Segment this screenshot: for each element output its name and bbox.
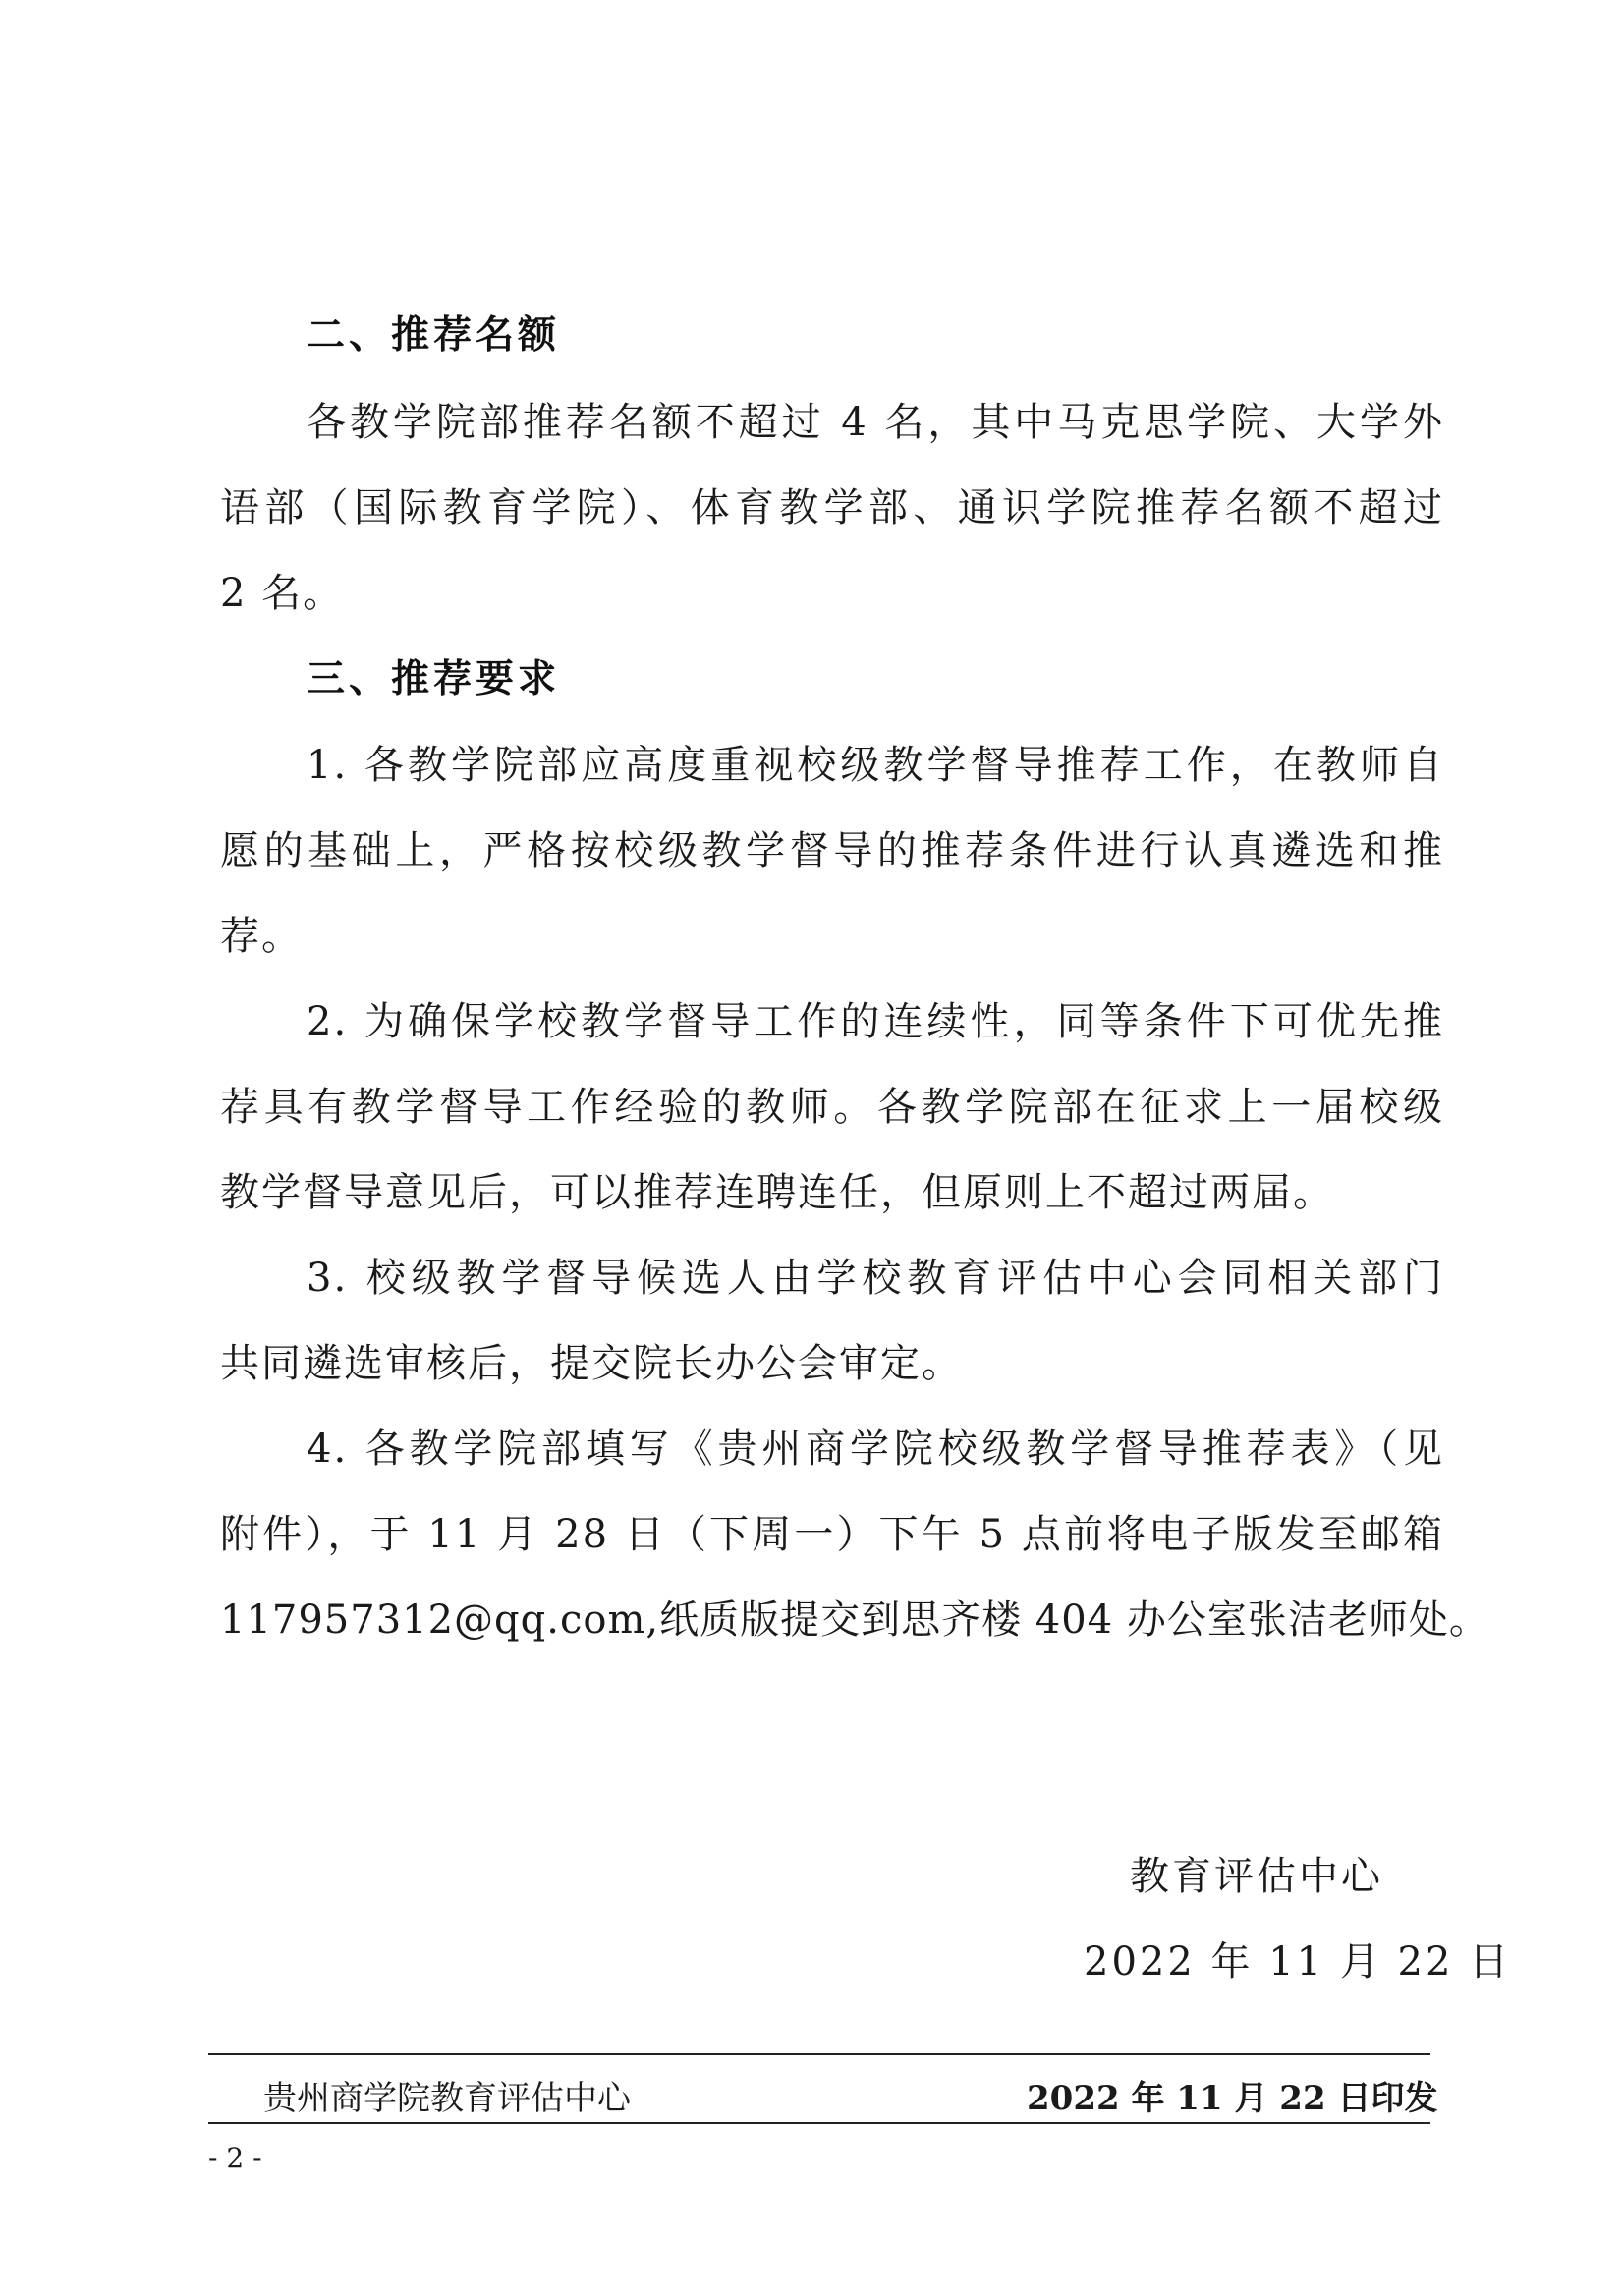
item-4-line-1: 4. 各教学院部填写《贵州商学院校级教学督导推荐表》（见 bbox=[307, 1427, 1444, 1472]
signature-date: 2022 年 11 月 22 日 bbox=[1084, 1939, 1512, 1985]
section-2-line-2: 语部（国际教育学院）、体育教学部、通识学院推荐名额不超过 bbox=[220, 485, 1444, 531]
footer-issuer: 贵州商学院教育评估中心 bbox=[263, 2079, 631, 2118]
footer-bottom-rule bbox=[208, 2122, 1430, 2124]
section-2-line-1: 各教学院部推荐名额不超过 4 名，其中马克思学院、大学外 bbox=[307, 400, 1444, 445]
item-4-line-2: 附件），于 11 月 28 日（下周一）下午 5 点前将电子版发至邮箱 bbox=[220, 1512, 1444, 1557]
page-number: - 2 - bbox=[208, 2142, 262, 2174]
footer-issue-date: 2022 年 11 月 22 日印发 bbox=[1027, 2079, 1438, 2118]
item-3-line-1: 3. 校级教学督导候选人由学校教育评估中心会同相关部门 bbox=[307, 1256, 1444, 1301]
section-3-heading: 三、推荐要求 bbox=[307, 657, 561, 701]
item-2-line-3: 教学督导意见后，可以推荐连聘连任，但原则上不超过两届。 bbox=[220, 1170, 1334, 1215]
item-1-line-2: 愿的基础上，严格按校级教学督导的推荐条件进行认真遴选和推 bbox=[220, 828, 1444, 873]
item-1-line-1: 1. 各教学院部应高度重视校级教学督导推荐工作，在教师自 bbox=[307, 743, 1444, 788]
item-1-line-3: 荐。 bbox=[220, 914, 303, 959]
section-2-line-3: 2 名。 bbox=[220, 571, 345, 616]
item-3-line-2: 共同遴选审核后，提交院长办公会审定。 bbox=[220, 1341, 963, 1386]
section-2-heading: 二、推荐名额 bbox=[307, 313, 561, 358]
item-4-line-3: 117957312@qq.com,纸质版提交到思齐楼 404 办公室张洁老师处。 bbox=[220, 1597, 1489, 1643]
item-2-line-1: 2. 为确保学校教学督导工作的连续性，同等条件下可优先推 bbox=[307, 999, 1444, 1044]
footer-top-rule bbox=[208, 2053, 1430, 2055]
item-2-line-2: 荐具有教学督导工作经验的教师。各教学院部在征求上一届校级 bbox=[220, 1085, 1444, 1130]
signature-org: 教育评估中心 bbox=[1130, 1854, 1383, 1899]
